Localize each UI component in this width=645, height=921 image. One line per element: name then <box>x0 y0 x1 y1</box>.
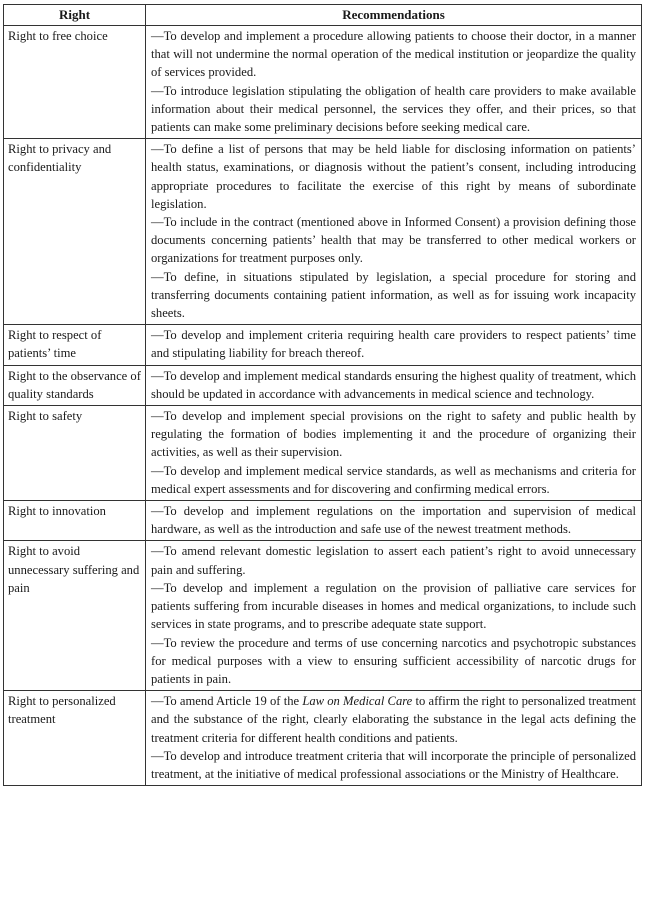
recommendations-cell <box>146 325 642 365</box>
table-row <box>4 365 642 405</box>
recommendation-item <box>151 692 636 747</box>
recommendation-item: —To develop and implement a regulation on the provision of palliative care services for patients suffering from incurable diseases in homes and medical organizations, to include such services in state programs, and to prescribe adequate state support. <box>151 580 636 632</box>
recommendation-text: —To amend Article 19 of the <box>151 694 303 709</box>
table-header-row <box>4 5 642 26</box>
recommendations-cell <box>146 501 642 541</box>
law-title: Law on Medical Care <box>302 694 413 709</box>
right-name-cell: Right to personalized treatment <box>4 691 146 786</box>
recommendation-item: —To define, in situations stipulated by legislation, a special procedure for storing and transferring documents containing patient information, as well as for issuing work incapacity sheets. <box>151 269 636 321</box>
right-name-cell: Right to innovation <box>4 501 146 541</box>
table-row <box>4 325 642 365</box>
right-name-cell: Right to privacy and confidentiality <box>4 139 146 325</box>
table-row <box>4 501 642 541</box>
right-name-cell: Right to free choice <box>4 26 146 139</box>
recommendations-cell <box>146 139 642 325</box>
table-row <box>4 691 642 786</box>
recommendation-item: —To develop and implement regulations on the importation and supervision of medical hardware, as well as the introduction and safe use of the newest treatment methods. <box>151 504 636 537</box>
recommendation-item: —To develop and implement special provisions on the right to safety and public health by regulating the formation of bodies implementing it and the procedure of organizing their activities, as well as their supervision. <box>151 409 636 460</box>
recommendation-item: —To develop and implement criteria requiring health care providers to respect patients’ time and stipulating liability for breach thereof. <box>151 328 636 361</box>
recommendations-cell <box>146 541 642 691</box>
right-name-cell: Right to the observance of quality standards <box>4 365 146 405</box>
recommendation-item: —To develop and introduce treatment criteria that will incorporate the principle of personalized treatment, at the initiative of medical professional associations or the Ministry of Healthcare. <box>151 748 636 781</box>
right-name-cell: Right to avoid unnecessary suffering and pain <box>4 541 146 691</box>
table-row <box>4 26 642 139</box>
recommendation-item: —To introduce legislation stipulating the obligation of health care providers to make available information about their medical personnel, the services they offer, and their prices, so that patients can make some preliminary decisions before seeking medical care. <box>151 83 636 135</box>
recommendations-cell <box>146 26 642 139</box>
column-header-recommendations: Recommendations <box>146 5 642 26</box>
recommendations-cell <box>146 406 642 501</box>
recommendation-item: —To develop and implement a procedure allowing patients to choose their doctor, in a manner that will not undermine the normal operation of the medical institution or jeopardize the quality of services provided. <box>151 29 636 80</box>
recommendation-text: to affirm the right to personalized treatment and the substance of the right, clearly elaborating the substance in the legal acts defining the treatment criteria for different health conditions and patients. <box>151 694 636 745</box>
right-name-cell: Right to respect of patients’ time <box>4 325 146 365</box>
recommendations-table <box>3 4 642 786</box>
recommendation-item: —To develop and implement medical standards ensuring the highest quality of treatment, which should be updated in accordance with advancements in medical science and technology. <box>151 368 636 401</box>
recommendation-item: —To develop and implement medical service standards, as well as mechanisms and criteria for medical expert assessments and for discovering and confirming medical errors. <box>151 463 636 496</box>
table-row <box>4 406 642 501</box>
recommendation-item: —To amend relevant domestic legislation to assert each patient’s right to avoid unnecessary pain and suffering. <box>151 544 636 577</box>
table-row <box>4 541 642 691</box>
recommendation-item: —To include in the contract (mentioned above in Informed Consent) a provision defining those documents concerning patients’ health that may be transferred to other medical workers or organizations for treatment purposes only. <box>151 215 636 266</box>
recommendations-cell <box>146 691 642 786</box>
recommendation-item: —To review the procedure and terms of use concerning narcotics and psychotropic substances for medical purposes with a view to ensuring sufficient accessibility of narcotic drugs for patients in pain. <box>151 635 636 686</box>
column-header-right: Right <box>4 5 146 26</box>
right-name-cell: Right to safety <box>4 406 146 501</box>
table-row <box>4 139 642 325</box>
recommendations-cell <box>146 365 642 405</box>
recommendation-item: —To define a list of persons that may be held liable for disclosing information on patients’ health status, examinations, or diagnosis without the patient’s consent, including introducing appropriate procedures to facilitate the exercise of this right by means of subordinate legislation. <box>151 142 636 211</box>
